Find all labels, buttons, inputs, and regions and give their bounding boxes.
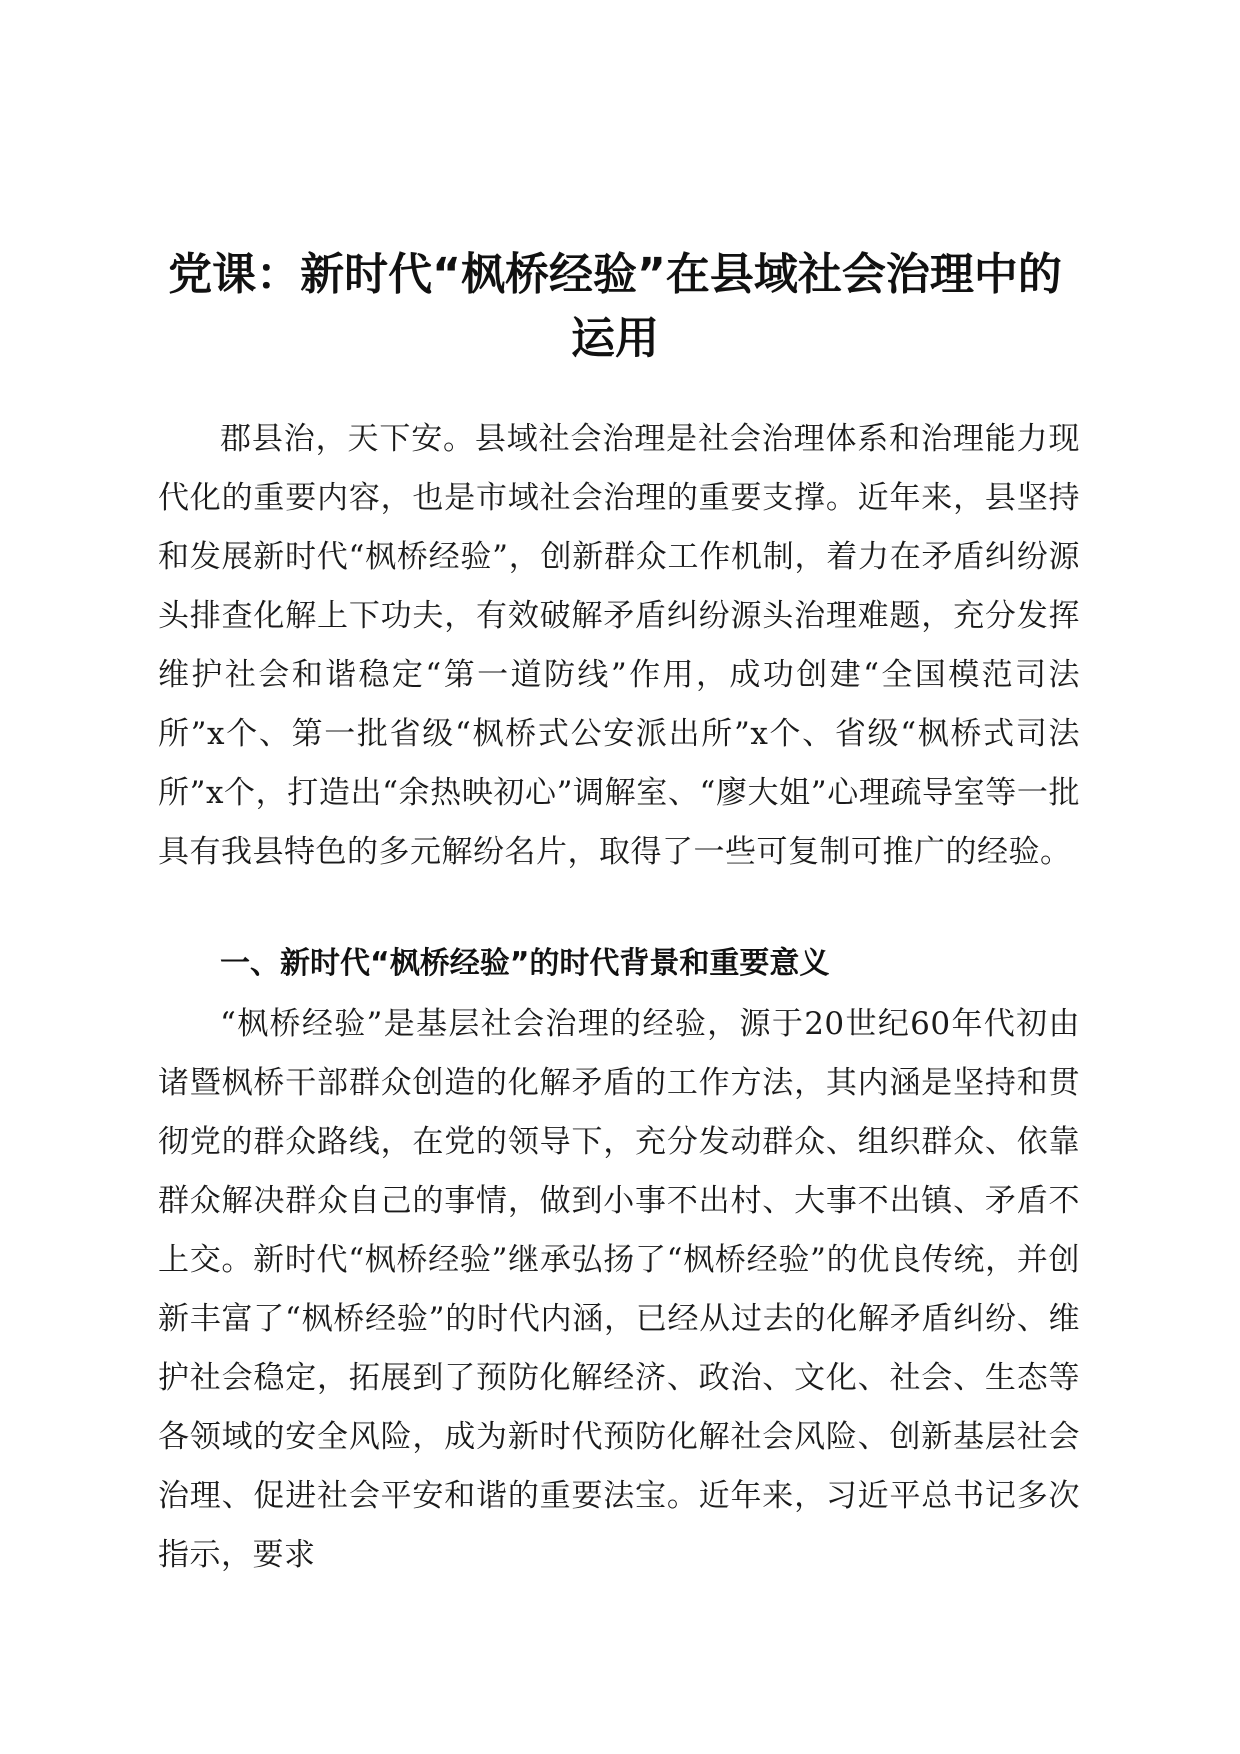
document-title: 党课：新时代“枫桥经验”在县域社会治理中的运用 [168, 249, 1062, 364]
section-heading: 一、新时代“枫桥经验”的时代背景和重要意义 [220, 946, 830, 981]
section-paragraph: “枫桥经验”是基层社会治理的经验，源于20世纪60年代初由诸暨枫桥干部群众创造的化解矛盾的工作方法，其内涵是坚持和贯彻党的群众路线，在党的领导下，充分发动群众、组织群众、依靠群众解决群众自己的事情，做到小事不出村、大事不出镇、矛盾不上交。新时代“枫桥经验”继承弘扬了“枫桥经验”的优良传统，并创新丰富了“枫桥经验”的时代内涵，已经从过去的化解矛盾纠纷、维护社会稳定，拓展到了预防化解经济、政治、文化、社会、生态等各领域的安全风险，成为新时代预防化解社会风险、创新基层社会治理、促进社会平安和谐的重要法宝。近年来，习近平总书记多次指示，要求 [158, 1006, 1080, 1573]
intro-paragraph: 郡县治，天下安。县域社会治理是社会治理体系和治理能力现代化的重要内容，也是市域社会治理的重要支撑。近年来，县坚持和发展新时代“枫桥经验”，创新群众工作机制，着力在矛盾纠纷源头排查化解上下功夫，有效破解矛盾纠纷源头治理难题，充分发挥维护社会和谐稳定“第一道防线”作用，成功创建“全国模范司法所”x个、第一批省级“枫桥式公安派出所”x个、省级“枫桥式司法所”x个，打造出“余热映初心”调解室、“廖大姐”心理疏导室等一批具有我县特色的多元解纷名片，取得了一些可复制可推广的经验。 [158, 421, 1080, 870]
